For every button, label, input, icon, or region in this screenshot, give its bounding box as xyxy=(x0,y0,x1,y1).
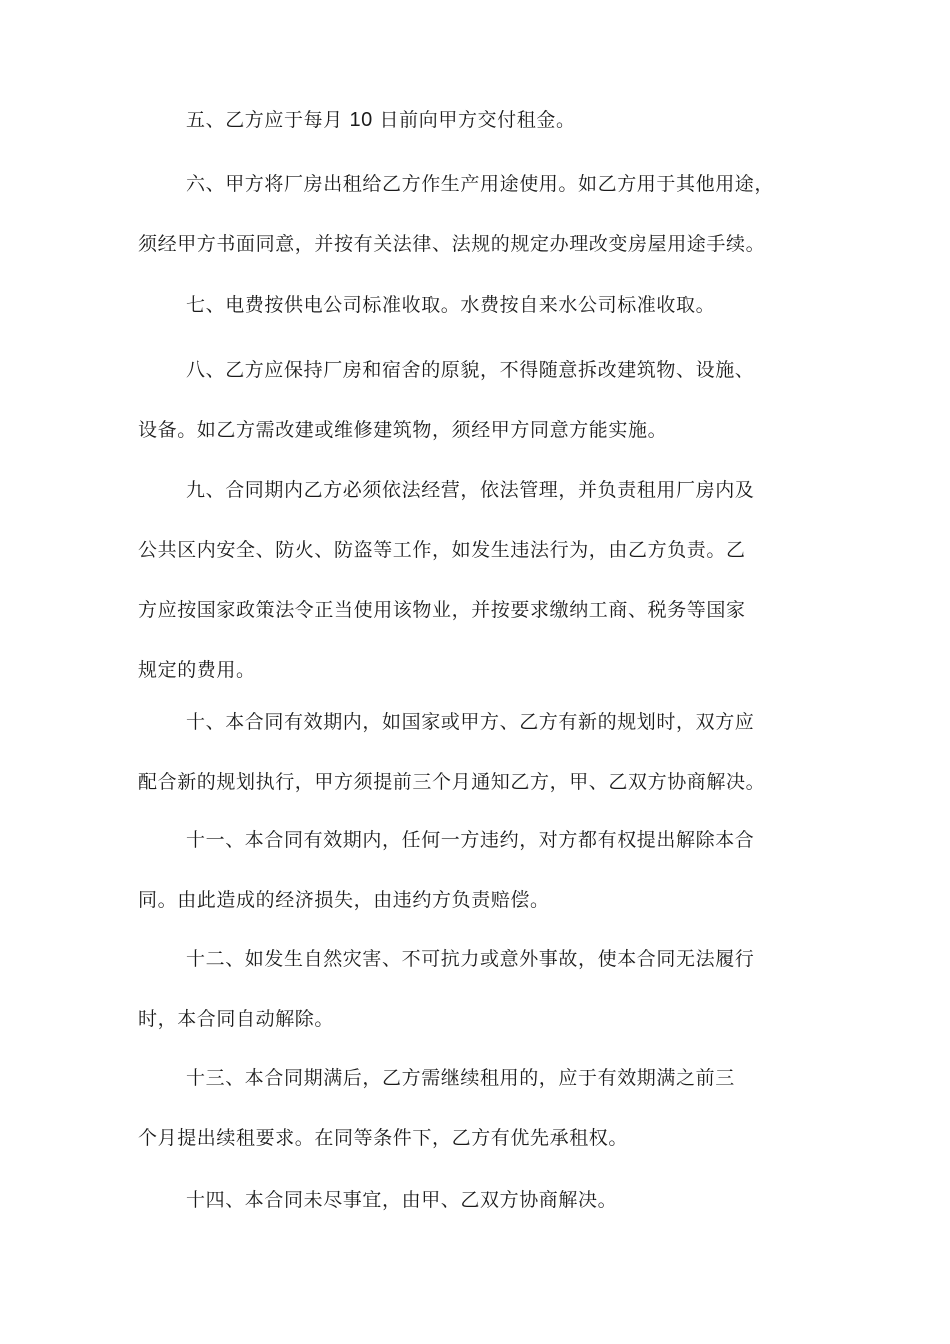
clause-line: 个月提出续租要求。在同等条件下，乙方有优先承租权。 xyxy=(138,1127,629,1149)
clause-10 xyxy=(138,710,828,830)
clause-line: 六、甲方将厂房出租给乙方作生产用途使用。如乙方用于其他用途， xyxy=(186,173,775,195)
clause-line: 十三、本合同期满后，乙方需继续租用的，应于有效期满之前三 xyxy=(186,1067,735,1089)
clause-line: 公共区内安全、防火、防盗等工作，如发生违法行为，由乙方负责。乙 xyxy=(138,539,746,561)
clause-text: 日前向甲方交付租金。 xyxy=(379,109,576,131)
clause-9 xyxy=(138,478,828,718)
clause-line: 九、合同期内乙方必须依法经营，依法管理，并负责租用厂房内及 xyxy=(186,479,755,501)
clause-7 xyxy=(138,293,828,353)
clause-line: 设备。如乙方需改建或维修建筑物，须经甲方同意方能实施。 xyxy=(138,419,668,441)
clause-number-value: 10 xyxy=(349,109,373,131)
clause-line: 七、电费按供电公司标准收取。水费按自来水公司标准收取。 xyxy=(186,294,716,316)
clause-line: 十四、本合同未尽事宜，由甲、乙双方协商解决。 xyxy=(186,1189,618,1211)
clause-12 xyxy=(138,947,828,1067)
clause-line: 十一、本合同有效期内，任何一方违约，对方都有权提出解除本合 xyxy=(186,829,755,851)
clause-line: 同。由此造成的经济损失，由违约方负责赔偿。 xyxy=(138,889,550,911)
clause-line: 十、本合同有效期内，如国家或甲方、乙方有新的规划时，双方应 xyxy=(186,711,755,733)
clause-14 xyxy=(138,1188,828,1248)
clause-line: 须经甲方书面同意，并按有关法律、法规的规定办理改变房屋用途手续。 xyxy=(138,233,766,255)
clause-13 xyxy=(138,1066,828,1186)
clause-line: 方应按国家政策法令正当使用该物业，并按要求缴纳工商、税务等国家 xyxy=(138,599,746,621)
clause-line xyxy=(138,108,828,168)
clause-6 xyxy=(138,172,828,292)
clause-5 xyxy=(138,108,828,168)
clause-text: 五、乙方应于每月 xyxy=(186,109,343,131)
clause-line: 八、乙方应保持厂房和宿舍的原貌，不得随意拆改建筑物、设施、 xyxy=(186,359,755,381)
clause-line: 时，本合同自动解除。 xyxy=(138,1008,335,1030)
clause-line: 十二、如发生自然灾害、不可抗力或意外事故，使本合同无法履行 xyxy=(186,948,755,970)
clause-11 xyxy=(138,828,828,948)
clause-line: 规定的费用。 xyxy=(138,659,256,681)
clause-8 xyxy=(138,358,828,478)
clause-line: 配合新的规划执行，甲方须提前三个月通知乙方，甲、乙双方协商解决。 xyxy=(138,771,766,793)
